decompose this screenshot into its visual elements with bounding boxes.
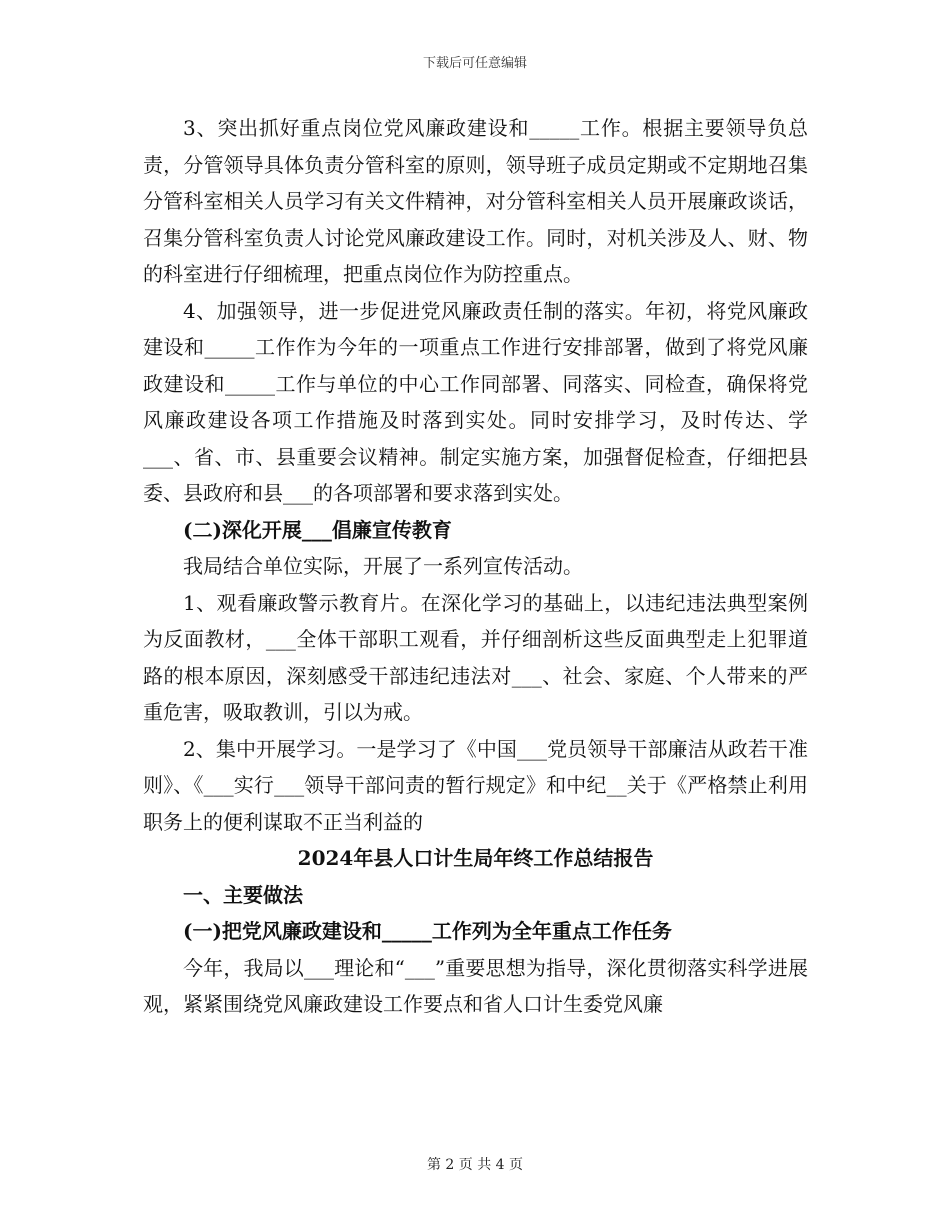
document-body [143, 110, 808, 1023]
page-footer: 第 2 页 共 4 页 [426, 1157, 524, 1173]
document-title: 2024年县人口计生局年终工作总结报告 [297, 846, 654, 870]
section-heading-main: 一、主要做法 [183, 882, 303, 907]
section-heading-1: (一)把党风廉政建设和_____工作列为全年重点工作任务 [183, 919, 672, 943]
page-header: 下载后可任意编辑 [422, 56, 527, 71]
paragraph-item-4: 4、加强领导，进一步促进党风廉政责任制的落实。年初，将党风廉政建设和_____工作作为今年的一项重点工作进行安排部署，做到了将党风廉政建设和_____工作与单位的中心工作同部署、同落实、同检查，确保将党风廉政建设各项工作措施及时落到实处。同时安排学习，及时传达、学___、省、市、县重要会议精神。制定实施方案，加强督促检查，仔细把县委、县政府和县___的各项部署和要求落到实处。 [143, 298, 808, 505]
section-heading-2: (二)深化开展___倡廉宣传教育 [183, 517, 452, 542]
paragraph-item-2: 2、集中开展学习。一是学习了《中国___党员领导干部廉洁从政若干准则》、《___实行___领导干部问责的暂行规定》和中纪__关于《严格禁止利用职务上的便利谋取不正当利益的 [143, 736, 808, 834]
paragraph-item-3: 3、突出抓好重点岗位党风廉政建设和_____工作。根据主要领导负总责，分管领导具体负责分管科室的原则，领导班子成员定期或不定期地召集分管科室相关人员学习有关文件精神，对分管科室相关人员开展廉政谈话，召集分管科室负责人讨论党风廉政建设工作。同时，对机关涉及人、财、物的科室进行仔细梳理，把重点岗位作为防控重点。 [143, 116, 808, 286]
paragraph-intro: 我局结合单位实际，开展了一系列宣传活动。 [183, 554, 583, 578]
paragraph-item-1: 1、观看廉政警示教育片。在深化学习的基础上，以违纪违法典型案例为反面教材，___全体干部职工观看，并仔细剖析这些反面典型走上犯罪道路的根本原因，深刻感受干部违纪违法对___、社会、家庭、个人带来的严重危害，吸取教训，引以为戒。 [143, 590, 808, 724]
paragraph-opening: 今年，我局以___理论和“___”重要思想为指导，深化贯彻落实科学进展观，紧紧围绕党风廉政建设工作要点和省人口计生委党风廉 [143, 955, 808, 1016]
